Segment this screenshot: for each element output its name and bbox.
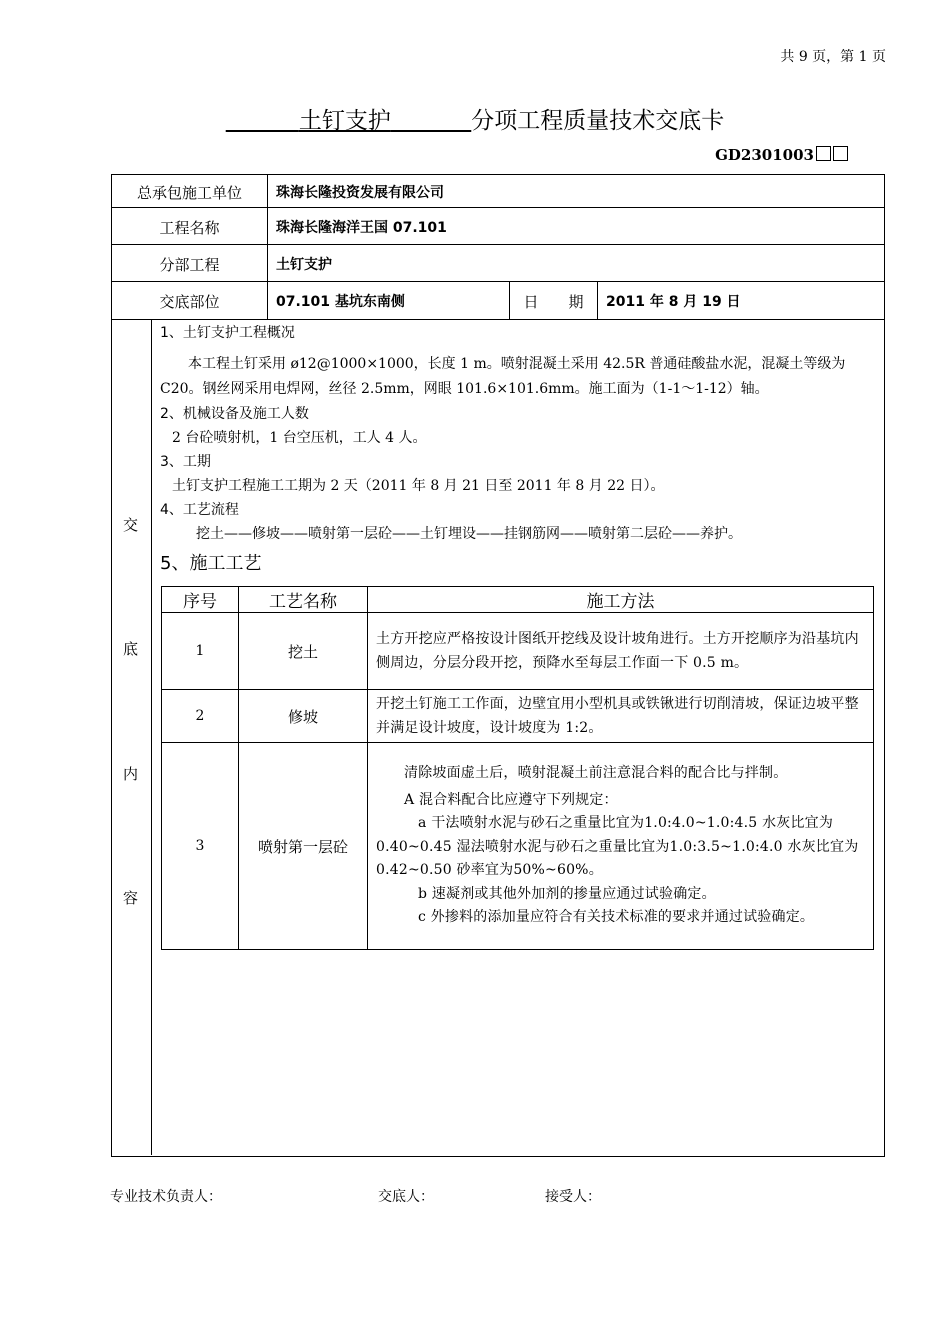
table-row (162, 743, 874, 950)
document-title (0, 102, 950, 135)
section-1-body: 本工程土钉采用 ø12@1000×1000，长度 1 m。喷射混凝土采用 42.5R 普通硅酸盐水泥，混凝土等级为 C20。钢丝网采用电焊网，丝径 2.5mm，网眼 101.6×101.6mm。施工面为（1-1～1-12）轴。 (160, 356, 846, 397)
column-divider (267, 174, 268, 319)
table-row (162, 613, 874, 690)
footer-discloser: 交底人： (378, 1189, 434, 1205)
footer-receiver: 接受人： (545, 1189, 601, 1205)
table-row (162, 690, 874, 743)
row-name: 挖土 (239, 613, 368, 690)
row-divider (111, 244, 884, 245)
header-method: 施工方法 (368, 587, 874, 613)
header-no: 序号 (162, 587, 239, 613)
row-divider (111, 281, 884, 282)
table-header-row (162, 587, 874, 613)
date-value: 2011 年 8 月 19 日 (606, 294, 741, 310)
title-underlined-project (226, 102, 472, 135)
side-label-char: 交 (123, 516, 139, 534)
date-label: 日 期 (523, 293, 584, 311)
document-code-text: GD2301003 (715, 146, 814, 164)
checkbox-icon (816, 146, 831, 161)
side-label-char: 容 (123, 889, 139, 907)
location-value: 07.101 基坑东南侧 (276, 294, 405, 310)
method-line: b 速凝剂或其他外加剂的掺量应通过试验确定。 (418, 885, 716, 902)
row-method: 开挖土钉施工工作面，边壁宜用小型机具或铁锹进行切削清坡，保证边坡平整并满足设计坡度，设计坡度为 1:2。 (368, 690, 874, 743)
subproject-label: 分部工程 (159, 256, 220, 274)
contractor-value: 珠海长隆投资发展有限公司 (276, 185, 444, 201)
location-label: 交底部位 (159, 293, 220, 311)
method-line: 清除坡面虚土后，喷射混凝土前注意混合料的配合比与拌制。 (404, 765, 788, 782)
side-label-char: 内 (123, 765, 139, 783)
section-3-title: 3、工期 (160, 454, 211, 470)
section-2-title: 2、机械设备及施工人数 (160, 406, 309, 422)
checkbox-icon (833, 146, 848, 161)
subproject-value: 土钉支护 (276, 257, 332, 273)
page-number: 共 9 页，第 1 页 (780, 49, 886, 65)
title-subject: 土钉支护 (298, 108, 391, 134)
section-3-body: 土钉支护工程施工工期为 2 天（2011 年 8 月 21 日至 2011 年 8 月 22 日）。 (172, 478, 665, 494)
header-name: 工艺名称 (239, 587, 368, 613)
row-method (368, 743, 874, 950)
contractor-label: 总承包施工单位 (136, 184, 242, 202)
side-label-char: 底 (123, 640, 139, 658)
disclosure-content (160, 320, 878, 576)
footer-tech-lead: 专业技术负责人： (110, 1189, 222, 1205)
row-name: 修坡 (239, 690, 368, 743)
project-value: 珠海长隆海洋王国 07.101 (276, 220, 447, 236)
project-label: 工程名称 (159, 219, 220, 237)
section-5-title: 5、施工工艺 (160, 553, 262, 574)
column-divider (151, 319, 152, 1155)
row-divider (111, 207, 884, 208)
document-code (715, 146, 848, 164)
row-no: 2 (162, 690, 239, 743)
section-2-body: 2 台砼喷射机，1 台空压机，工人 4 人。 (172, 430, 427, 446)
row-no: 1 (162, 613, 239, 690)
section-4-body: 挖土——修坡——喷射第一层砼——土钉埋设——挂钢筋网——喷射第二层砼——养护。 (196, 526, 742, 542)
title-rest: 分项工程质量技术交底卡 (471, 108, 725, 134)
method-line: A 混合料配合比应遵守下列规定： (404, 791, 618, 808)
process-table (161, 586, 874, 950)
section-4-title: 4、工艺流程 (160, 502, 239, 518)
method-line: c 外掺料的添加量应符合有关技术标准的要求并通过试验确定。 (418, 909, 815, 926)
column-divider (597, 281, 598, 319)
row-no: 3 (162, 743, 239, 950)
row-method: 土方开挖应严格按设计图纸开挖线及设计坡角进行。土方开挖顺序为沿基坑内侧周边，分层分段开挖，预降水至每层工作面一下 0.5 m。 (368, 613, 874, 690)
section-1-title: 1、土钉支护工程概况 (160, 325, 295, 341)
row-name: 喷射第一层砼 (239, 743, 368, 950)
method-line: a 干法喷射水泥与砂石之重量比宜为1.0:4.0~1.0:4.5 水灰比宜为0.40~0.45 湿法喷射水泥与砂石之重量比宜为1.0:3.5~1.0:4.0 水灰比宜为0.42~0.50 砂率宜为50%~60%。 (376, 815, 859, 879)
